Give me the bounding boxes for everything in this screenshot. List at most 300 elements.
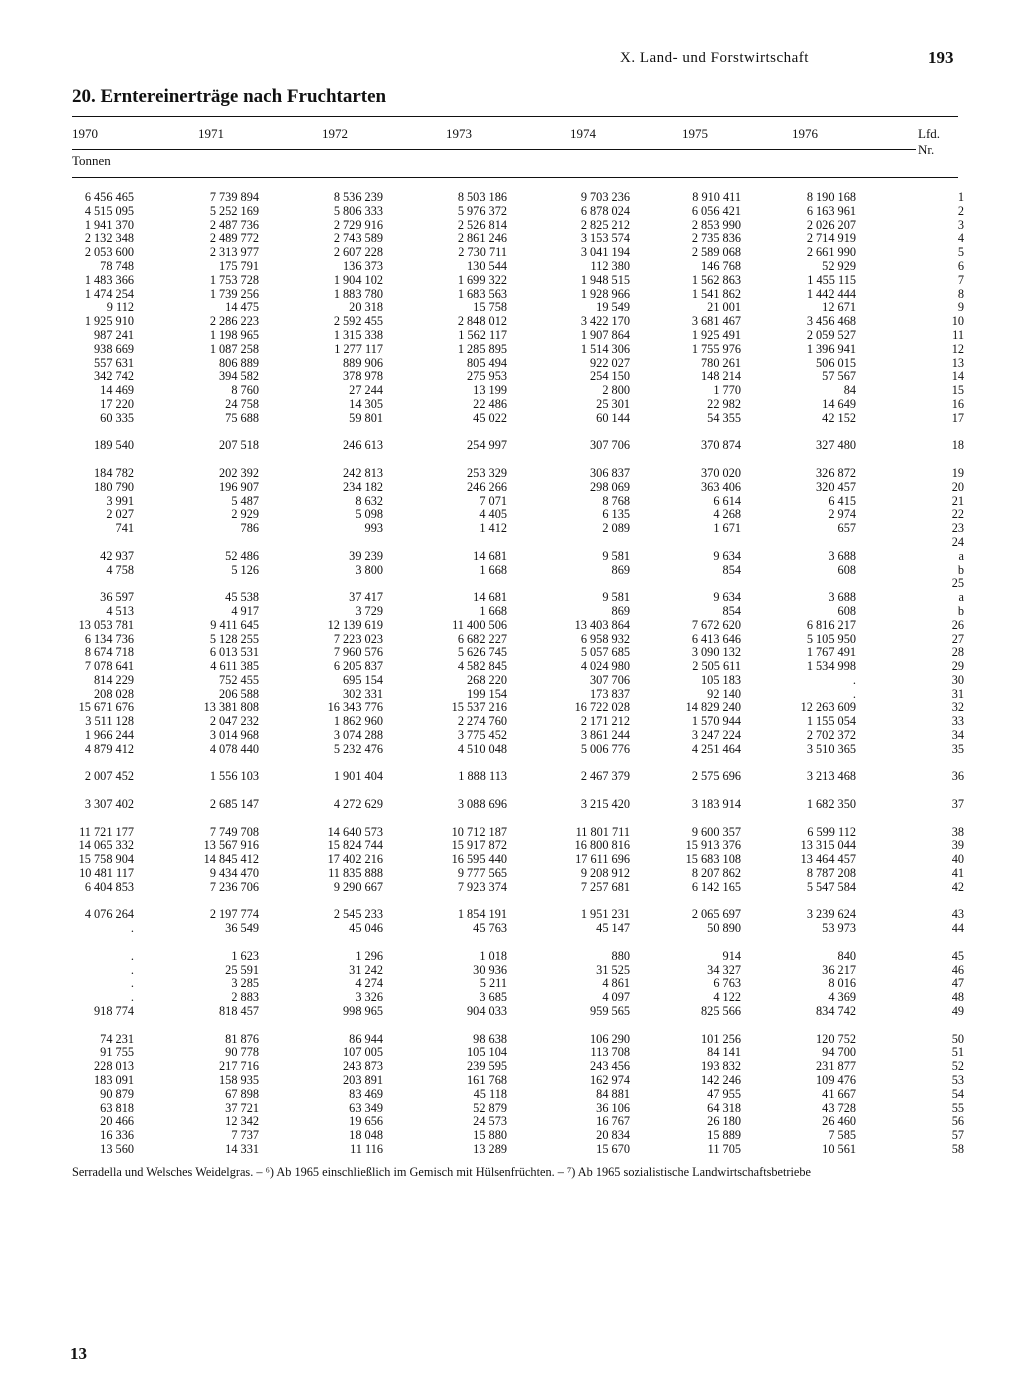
- value-cell: [383, 936, 507, 950]
- row-number-cell: 43: [951, 907, 964, 922]
- value-cell: 2 489 772: [209, 231, 259, 246]
- value-cell: [134, 453, 259, 467]
- value-cell: 98 638: [473, 1031, 507, 1046]
- value-cell: [259, 426, 383, 440]
- value-cell: 26 460: [822, 1114, 856, 1129]
- value-cell: 9 112: [106, 300, 134, 315]
- table-row: [60, 1143, 964, 1157]
- value-cell: 7 737: [231, 1128, 259, 1143]
- value-cell: [741, 812, 856, 826]
- value-cell: 120 752: [816, 1031, 856, 1046]
- value-cell: 37 721: [225, 1100, 259, 1115]
- table-row: [60, 1074, 964, 1088]
- value-cell: 6 614: [713, 493, 741, 508]
- value-cell: 363 406: [701, 479, 741, 494]
- value-cell: 228 013: [94, 1059, 134, 1074]
- value-cell: 786: [240, 521, 259, 536]
- value-cell: .: [852, 672, 856, 687]
- value-cell: 741: [115, 521, 134, 536]
- row-number-cell: 57: [951, 1128, 964, 1143]
- table-row: [60, 1005, 964, 1019]
- table-row: [60, 895, 964, 909]
- value-cell: 780 261: [701, 355, 741, 370]
- value-cell: 4 369: [828, 990, 856, 1005]
- value-cell: 2 702 372: [806, 728, 856, 743]
- value-cell: 4 513: [106, 603, 134, 618]
- value-cell: 6 205 837: [333, 659, 383, 674]
- value-cell: 1 442 444: [806, 286, 856, 301]
- lfd-header: Lfd.: [918, 126, 941, 141]
- value-cell: 3 681 467: [691, 314, 741, 329]
- value-cell: 8 536 239: [333, 190, 383, 204]
- value-cell: 2 730 711: [458, 245, 507, 260]
- row-number-cell: 18: [951, 438, 964, 453]
- value-cell: 196 907: [219, 479, 259, 494]
- harvest-table-body: [60, 191, 964, 1157]
- value-cell: 7 960 576: [333, 645, 383, 660]
- table-row: [60, 260, 964, 274]
- value-cell: 9 434 470: [209, 866, 259, 881]
- value-cell: 183 091: [94, 1073, 134, 1087]
- value-cell: 202 392: [219, 465, 259, 480]
- value-cell: 3 510 365: [806, 741, 856, 756]
- value-cell: 6 958 932: [580, 631, 630, 646]
- value-cell: 9 208 912: [580, 866, 630, 881]
- table-row: [60, 591, 964, 605]
- value-cell: 8 910 411: [692, 190, 741, 204]
- running-head: X. Land- und Forstwirtschaft: [620, 50, 809, 66]
- value-cell: [630, 784, 741, 798]
- value-cell: [630, 536, 741, 550]
- value-cell: 4 274: [355, 976, 383, 991]
- value-cell: 5 487: [231, 493, 259, 508]
- value-cell: 45 046: [349, 921, 383, 936]
- table-row: [60, 481, 964, 495]
- value-cell: 14 681: [473, 548, 507, 563]
- value-cell: [741, 1019, 856, 1033]
- value-cell: [60, 784, 134, 798]
- value-cell: 3 213 468: [806, 769, 856, 784]
- value-cell: 86 944: [349, 1031, 383, 1046]
- value-cell: 9 634: [713, 548, 741, 563]
- value-cell: 7 749 708: [209, 824, 259, 839]
- value-cell: 25 591: [225, 962, 259, 977]
- value-cell: 14 475: [225, 300, 259, 315]
- year-header-1972: 1972: [322, 126, 348, 141]
- value-cell: 8 760: [231, 383, 259, 398]
- value-cell: 22 486: [473, 396, 507, 411]
- value-cell: 1 753 728: [209, 272, 259, 287]
- value-cell: 42 937: [100, 548, 134, 563]
- value-cell: 1 668: [479, 603, 507, 618]
- value-cell: 2 685 147: [209, 797, 259, 812]
- value-cell: 52 929: [822, 258, 856, 273]
- value-cell: 217 716: [219, 1059, 259, 1074]
- value-cell: [134, 757, 259, 771]
- row-number-cell: 50: [951, 1031, 964, 1046]
- value-cell: 814 229: [94, 672, 134, 687]
- table-row: [60, 398, 964, 412]
- value-cell: 3 088 696: [457, 797, 507, 812]
- row-number-cell: [856, 453, 964, 467]
- row-number-cell: 36: [951, 769, 964, 784]
- value-cell: 26 180: [707, 1114, 741, 1129]
- value-cell: 142 246: [701, 1073, 741, 1087]
- value-cell: 24 573: [473, 1114, 507, 1129]
- value-cell: 4 879 412: [84, 741, 134, 756]
- value-cell: 6 142 165: [691, 879, 741, 894]
- value-cell: 1 682 350: [806, 797, 856, 812]
- row-number-cell: 6: [957, 258, 964, 273]
- value-cell: 3 014 968: [209, 728, 259, 743]
- value-cell: 3 729: [355, 603, 383, 618]
- value-cell: 15 758 904: [78, 852, 134, 867]
- value-cell: 180 790: [94, 479, 134, 494]
- value-cell: 378 978: [343, 369, 383, 384]
- value-cell: 506 015: [816, 355, 856, 370]
- value-cell: 31 525: [596, 962, 630, 977]
- table-row: [60, 536, 964, 550]
- table-row: [60, 798, 964, 812]
- table-row: [60, 357, 964, 371]
- value-cell: 84 881: [596, 1086, 630, 1101]
- value-cell: [741, 426, 856, 440]
- value-cell: 854: [722, 603, 741, 618]
- row-number-cell: 58: [951, 1141, 964, 1156]
- value-cell: 3 285: [231, 976, 259, 991]
- value-cell: [507, 895, 630, 909]
- value-cell: 3 074 288: [333, 728, 383, 743]
- table-row: [60, 812, 964, 826]
- value-cell: 136 373: [343, 258, 383, 273]
- value-cell: 3 307 402: [84, 797, 134, 812]
- row-number-cell: 47: [951, 976, 964, 991]
- value-cell: 2 047 232: [209, 714, 259, 729]
- value-cell: 2 545 233: [333, 907, 383, 922]
- value-cell: 4 272 629: [333, 797, 383, 812]
- value-cell: 1 562 117: [458, 327, 507, 342]
- value-cell: [134, 784, 259, 798]
- row-number-cell: 16: [951, 396, 964, 411]
- value-cell: [134, 936, 259, 950]
- row-number-cell: 9: [957, 300, 964, 315]
- value-cell: 4 251 464: [691, 741, 741, 756]
- value-cell: 307 706: [590, 672, 630, 687]
- value-cell: 2 089: [602, 521, 630, 536]
- value-cell: 24 758: [225, 396, 259, 411]
- value-cell: 239 595: [467, 1059, 507, 1074]
- value-cell: [741, 784, 856, 798]
- value-cell: 7 257 681: [580, 879, 630, 894]
- value-cell: 5 105 950: [806, 631, 856, 646]
- value-cell: 20 318: [349, 300, 383, 315]
- value-cell: 6 456 465: [84, 190, 134, 204]
- value-cell: 5 626 745: [457, 645, 507, 660]
- table-row: [60, 1046, 964, 1060]
- value-cell: 1 739 256: [209, 286, 259, 301]
- value-cell: [383, 426, 507, 440]
- value-cell: 8 190 168: [806, 190, 856, 204]
- value-cell: 2 575 696: [691, 769, 741, 784]
- table-row: [60, 343, 964, 357]
- value-cell: 2 825 212: [580, 217, 630, 232]
- value-cell: 1 948 515: [580, 272, 630, 287]
- value-cell: 869: [611, 603, 630, 618]
- value-cell: 2 800: [602, 383, 630, 398]
- value-cell: 268 220: [467, 672, 507, 687]
- value-cell: 6 415: [828, 493, 856, 508]
- value-cell: 752 455: [219, 672, 259, 687]
- row-number-cell: 19: [951, 465, 964, 480]
- value-cell: 36 106: [596, 1100, 630, 1115]
- value-cell: [60, 426, 134, 440]
- value-cell: 2 197 774: [209, 907, 259, 922]
- row-number-cell: b: [957, 562, 964, 577]
- table-row: [60, 1019, 964, 1033]
- table-row: [60, 412, 964, 426]
- value-cell: 6 404 853: [84, 879, 134, 894]
- table-row: [60, 315, 964, 329]
- value-cell: 11 116: [350, 1141, 383, 1156]
- row-number-cell: a: [958, 548, 964, 563]
- value-cell: 307 706: [590, 438, 630, 453]
- page-number: 193: [928, 48, 954, 67]
- value-cell: 1 854 191: [457, 907, 507, 922]
- table-row: [60, 301, 964, 315]
- value-cell: 938 669: [94, 341, 134, 356]
- table-row: [60, 1102, 964, 1116]
- value-cell: [630, 1019, 741, 1033]
- value-cell: 3 153 574: [580, 231, 630, 246]
- value-cell: 1 455 115: [807, 272, 856, 287]
- value-cell: 16 595 440: [451, 852, 507, 867]
- row-number-cell: 39: [951, 838, 964, 853]
- value-cell: 1 412: [479, 521, 507, 536]
- value-cell: 74 231: [100, 1031, 134, 1046]
- value-cell: 14 305: [349, 396, 383, 411]
- value-cell: 14 681: [473, 590, 507, 605]
- value-cell: 59 801: [349, 410, 383, 425]
- row-number-cell: 3: [957, 217, 964, 232]
- value-cell: 8 674 718: [84, 645, 134, 660]
- value-cell: 806 889: [219, 355, 259, 370]
- year-header-1975: 1975: [682, 126, 708, 141]
- table-row: [60, 1129, 964, 1143]
- value-cell: 207 518: [219, 438, 259, 453]
- value-cell: 1 928 966: [580, 286, 630, 301]
- value-cell: [741, 536, 856, 550]
- value-cell: 8 632: [355, 493, 383, 508]
- value-cell: 889 906: [343, 355, 383, 370]
- value-cell: 14 065 332: [78, 838, 134, 853]
- value-cell: 16 343 776: [327, 700, 383, 715]
- value-cell: 3 775 452: [457, 728, 507, 743]
- value-cell: 2 007 452: [84, 769, 134, 784]
- row-number-cell: [856, 936, 964, 950]
- value-cell: 3 688: [828, 590, 856, 605]
- value-cell: 825 566: [701, 1004, 741, 1019]
- value-cell: 15 758: [473, 300, 507, 315]
- value-cell: 14 331: [225, 1141, 259, 1156]
- row-number-cell: 5: [957, 245, 964, 260]
- value-cell: [60, 1019, 134, 1033]
- value-cell: 3 422 170: [580, 314, 630, 329]
- value-cell: [134, 536, 259, 550]
- value-cell: 1 534 998: [806, 659, 856, 674]
- table-row: [60, 1115, 964, 1129]
- value-cell: .: [852, 686, 856, 701]
- value-cell: 2 313 977: [209, 245, 259, 260]
- value-cell: 275 953: [467, 369, 507, 384]
- value-cell: 608: [837, 562, 856, 577]
- table-row: [60, 1033, 964, 1047]
- value-cell: 6 056 421: [691, 203, 741, 218]
- row-number-cell: 17: [951, 410, 964, 425]
- row-number-cell: [856, 757, 964, 771]
- value-cell: 342 742: [94, 369, 134, 384]
- value-cell: 254 997: [467, 438, 507, 453]
- value-cell: 4 122: [713, 990, 741, 1005]
- value-cell: 9 290 667: [333, 879, 383, 894]
- value-cell: [60, 577, 134, 591]
- value-cell: 107 005: [343, 1045, 383, 1060]
- value-cell: 83 469: [349, 1086, 383, 1101]
- value-cell: 234 182: [343, 479, 383, 494]
- value-cell: 7 923 374: [457, 879, 507, 894]
- header-top-rule: [72, 116, 958, 117]
- value-cell: 2 065 697: [691, 907, 741, 922]
- value-cell: 2 974: [828, 507, 856, 522]
- value-cell: 2 132 348: [84, 231, 134, 246]
- value-cell: 1 888 113: [458, 769, 507, 784]
- value-cell: 2 589 068: [691, 245, 741, 260]
- value-cell: 53 973: [822, 921, 856, 936]
- unit-label: Tonnen: [72, 153, 111, 168]
- value-cell: 52 486: [225, 548, 259, 563]
- value-cell: 109 476: [816, 1073, 856, 1087]
- value-cell: 918 774: [94, 1004, 134, 1019]
- table-row: [60, 439, 964, 453]
- value-cell: 12 263 609: [800, 700, 856, 715]
- value-cell: 94 700: [822, 1045, 856, 1060]
- value-cell: 11 400 506: [452, 617, 507, 632]
- value-cell: 1 474 254: [84, 286, 134, 301]
- value-cell: 2 592 455: [333, 314, 383, 329]
- value-cell: 5 006 776: [580, 741, 630, 756]
- value-cell: 54 355: [707, 410, 741, 425]
- value-cell: 9 581: [602, 548, 630, 563]
- value-cell: 1 668: [479, 562, 507, 577]
- value-cell: 5 547 584: [806, 879, 856, 894]
- row-number-cell: 46: [951, 962, 964, 977]
- value-cell: 1 907 864: [580, 327, 630, 342]
- value-cell: 193 832: [701, 1059, 741, 1074]
- row-number-cell: 54: [951, 1086, 964, 1101]
- value-cell: 1 671: [713, 521, 741, 536]
- value-cell: 16 336: [100, 1128, 134, 1143]
- value-cell: 6 599 112: [807, 824, 856, 839]
- value-cell: [60, 812, 134, 826]
- table-row: [60, 522, 964, 536]
- value-cell: [259, 936, 383, 950]
- value-cell: 1 155 054: [806, 714, 856, 729]
- value-cell: 5 126: [231, 562, 259, 577]
- value-cell: 19 656: [349, 1114, 383, 1129]
- value-cell: 13 199: [473, 383, 507, 398]
- value-cell: [134, 1019, 259, 1033]
- value-cell: [507, 536, 630, 550]
- value-cell: 13 289: [473, 1141, 507, 1156]
- value-cell: 5 252 169: [209, 203, 259, 218]
- value-cell: 3 239 624: [806, 907, 856, 922]
- value-cell: 854: [722, 562, 741, 577]
- value-cell: 90 879: [100, 1086, 134, 1101]
- value-cell: 21 001: [707, 300, 741, 315]
- value-cell: 6 816 217: [806, 617, 856, 632]
- table-row: [60, 577, 964, 591]
- value-cell: [383, 536, 507, 550]
- value-cell: 45 538: [225, 590, 259, 605]
- value-cell: [60, 453, 134, 467]
- value-cell: 805 494: [467, 355, 507, 370]
- value-cell: 9 600 357: [691, 824, 741, 839]
- table-row: [60, 908, 964, 922]
- value-cell: 1 925 491: [691, 327, 741, 342]
- value-cell: 63 818: [100, 1100, 134, 1115]
- value-cell: 4 097: [602, 990, 630, 1005]
- value-cell: 9 777 565: [457, 866, 507, 881]
- value-cell: 6 135: [602, 507, 630, 522]
- table-row: [60, 964, 964, 978]
- value-cell: 326 872: [816, 465, 856, 480]
- table-row: [60, 660, 964, 674]
- row-number-cell: 49: [951, 1004, 964, 1019]
- value-cell: [630, 895, 741, 909]
- table-row: [60, 467, 964, 481]
- value-cell: 13 315 044: [800, 838, 856, 853]
- value-cell: 657: [837, 521, 856, 536]
- value-cell: 199 154: [467, 686, 507, 701]
- row-number-cell: 11: [952, 327, 964, 342]
- value-cell: 4 076 264: [84, 907, 134, 922]
- value-cell: 1 901 404: [333, 769, 383, 784]
- value-cell: 15 880: [473, 1128, 507, 1143]
- row-number-cell: 10: [951, 314, 964, 329]
- value-cell: [630, 936, 741, 950]
- value-cell: 113 708: [590, 1045, 630, 1060]
- value-cell: 5 806 333: [333, 203, 383, 218]
- value-cell: 15 913 376: [685, 838, 741, 853]
- value-cell: 2 729 916: [333, 217, 383, 232]
- table-row: [60, 743, 964, 757]
- table-row: [60, 495, 964, 509]
- value-cell: 7 071: [479, 493, 507, 508]
- value-cell: 1 315 338: [333, 327, 383, 342]
- value-cell: 4 582 845: [457, 659, 507, 674]
- value-cell: 869: [611, 562, 630, 577]
- value-cell: [507, 1019, 630, 1033]
- value-cell: [134, 812, 259, 826]
- value-cell: 1 883 780: [333, 286, 383, 301]
- row-number-cell: 24: [951, 534, 964, 549]
- value-cell: 17 611 696: [575, 852, 630, 867]
- value-cell: 2 661 990: [806, 245, 856, 260]
- value-cell: 16 767: [596, 1114, 630, 1129]
- table-row: [60, 977, 964, 991]
- value-cell: 101 256: [701, 1031, 741, 1046]
- value-cell: 4 758: [106, 562, 134, 577]
- value-cell: 1 087 258: [209, 341, 259, 356]
